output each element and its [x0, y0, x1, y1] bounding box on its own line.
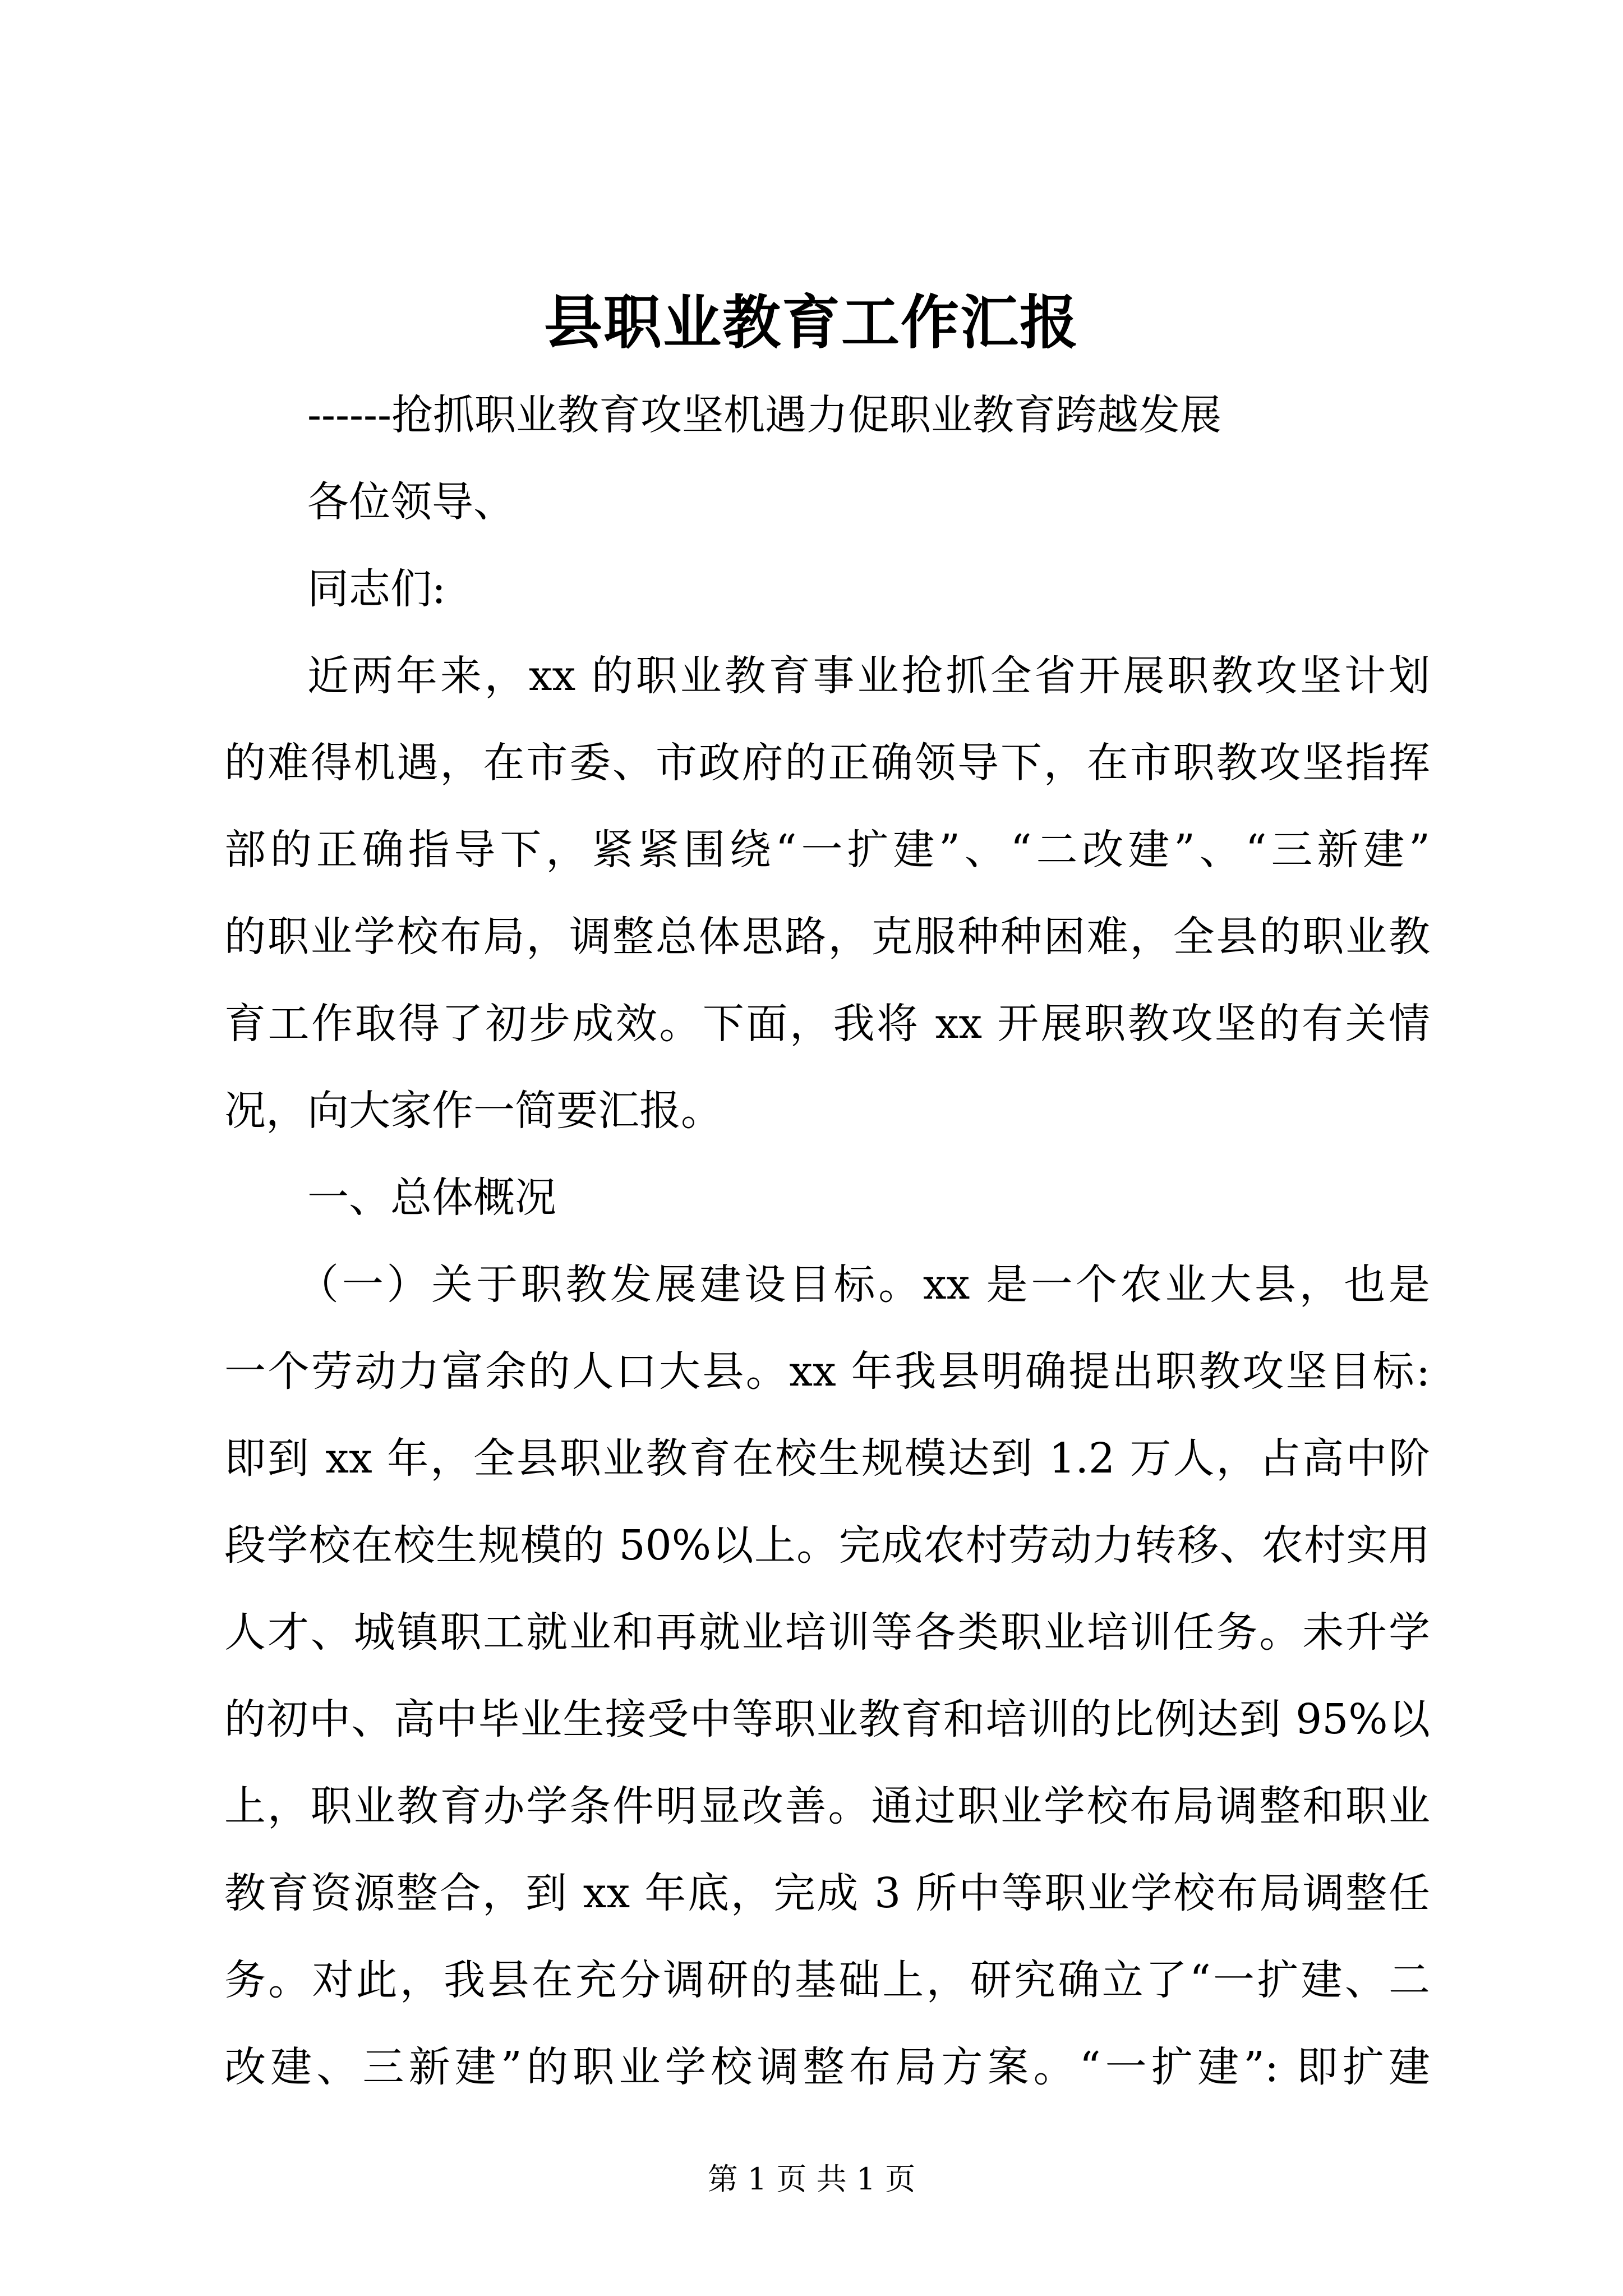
salutation-comrades: 同志们:: [307, 565, 446, 613]
paragraph-2-line: （一）关于职教发展建设目标。xx 是一个农业大县，也是: [297, 1260, 1430, 1309]
paragraph-2-line: 教育资源整合，到 xx 年底，完成 3 所中等职业学校布局调整任: [224, 1869, 1430, 1917]
document-subtitle: ------抢抓职业教育攻坚机遇力促职业教育跨越发展: [307, 391, 1222, 439]
paragraph-1-line: 的难得机遇，在市委、市政府的正确领导下，在市职教攻坚指挥: [224, 739, 1430, 787]
salutation-leaders: 各位领导、: [307, 478, 515, 526]
paragraph-2-line: 一个劳动力富余的人口大县。xx 年我县明确提出职教攻坚目标:: [224, 1347, 1430, 1396]
paragraph-1-line: 部的正确指导下，紧紧围绕“一扩建”、“二改建”、“三新建”: [224, 826, 1430, 874]
paragraph-2-line: 的初中、高中毕业生接受中等职业教育和培训的比例达到 95%以: [224, 1695, 1430, 1743]
section-heading: 一、总体概况: [307, 1174, 556, 1222]
paragraph-2-line: 改建、三新建”的职业学校调整布局方案。“一扩建”: 即扩建: [224, 2043, 1430, 2091]
paragraph-2-line: 上，职业教育办学条件明显改善。通过职业学校布局调整和职业: [224, 1782, 1430, 1830]
paragraph-2-line: 段学校在校生规模的 50%以上。完成农村劳动力转移、农村实用: [224, 1521, 1430, 1570]
paragraph-1-line: 的职业学校布局，调整总体思路，克服种种困难，全县的职业教: [224, 913, 1430, 961]
document-title: 县职业教育工作汇报: [543, 288, 1079, 357]
paragraph-1-line: 育工作取得了初步成效。下面，我将 xx 开展职教攻坚的有关情: [224, 1000, 1430, 1048]
paragraph-1-line: 近两年来，xx 的职业教育事业抢抓全省开展职教攻坚计划: [307, 652, 1430, 700]
paragraph-1-line: 况，向大家作一简要汇报。: [224, 1087, 722, 1135]
paragraph-2-line: 即到 xx 年，全县职业教育在校生规模达到 1.2 万人，占高中阶: [224, 1434, 1430, 1483]
paragraph-2-line: 人才、城镇职工就业和再就业培训等各类职业培训任务。未升学: [224, 1608, 1430, 1657]
paragraph-2-line: 务。对此，我县在充分调研的基础上，研究确立了“一扩建、二: [224, 1956, 1430, 2004]
page-number-footer: 第 1 页 共 1 页: [707, 2161, 916, 2197]
